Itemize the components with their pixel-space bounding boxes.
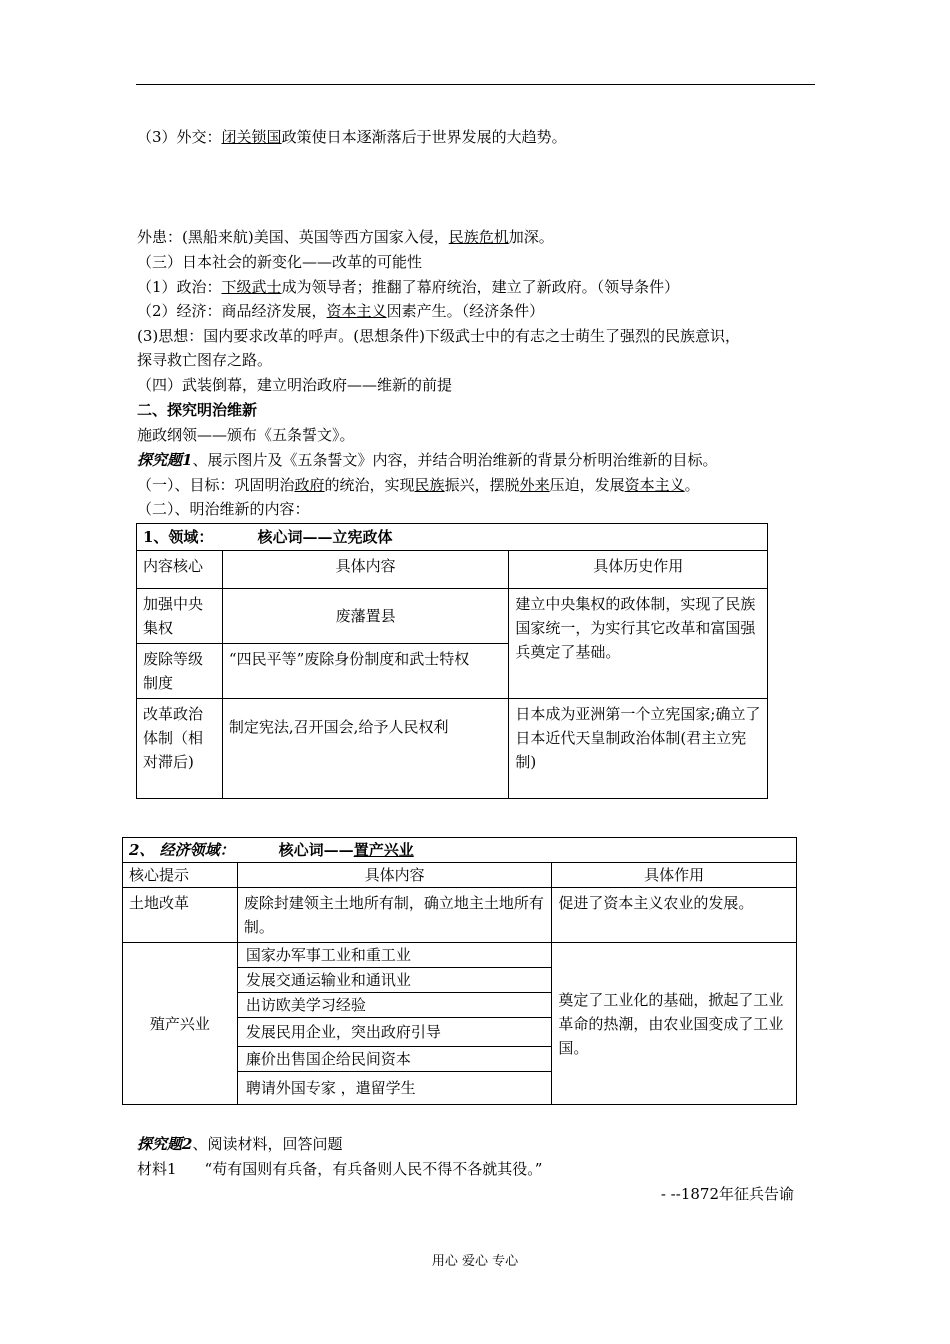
table2-header-core: 核心提示	[123, 863, 238, 888]
table1-row2-core: 废除等级制度	[137, 644, 223, 699]
list-item: 聘请外国专家 ，遣留学生	[245, 1079, 416, 1097]
text-line-economy: （2）经济：商品经济发展，资本主义因素产生。（经济条件）	[137, 302, 545, 320]
list-item: 发展民用企业，突出政府引导	[238, 1018, 552, 1047]
table1-row1-core: 加强中央集权	[137, 589, 223, 644]
table2-row1-content: 废除封建领主土地所有制，确立地主土地所有制。	[237, 888, 552, 943]
text-line-material-1: 材料1 “苟有国则有兵备，有兵备则人民不得不各就其役。”	[137, 1160, 543, 1178]
table2-header-content: 具体内容	[237, 863, 552, 888]
text-line-politics: （1）政治：下级武士成为领导者；推翻了幕府统治，建立了新政府。（领导条件）	[137, 278, 680, 296]
material-1-source: - --1872年征兵告谕	[660, 1185, 794, 1203]
page-footer: 用心 爱心 专心	[431, 1254, 519, 1269]
table1-header-content: 具体内容	[222, 551, 509, 589]
text-line-question-1: 探究题1、展示图片及《五条誓文》内容，并结合明治维新的背景分析明治维新的目标。	[137, 451, 718, 469]
table1-row3-content: 制定宪法,召开国会,给予人民权利	[222, 699, 509, 799]
table1-row1-content: 废藩置县	[222, 589, 509, 644]
table1-row1-effect: 建立中央集权的政体制，实现了民族国家统一，为实行其它改革和富国强兵奠定了基础。	[509, 589, 768, 699]
table2-row1-effect: 促进了资本主义农业的发展。	[552, 888, 797, 943]
text-line-section-3: （三）日本社会的新变化——改革的可能性	[137, 253, 423, 271]
list-item: 廉价出售国企给民间资本	[238, 1047, 552, 1072]
table2-row2-effect: 奠定了工业化的基础，掀起了工业革命的热潮，由农业国变成了工业国。	[552, 943, 797, 1105]
text-line-thought: (3)思想：国内要求改革的呼声。(思想条件)下级武士中的有志之士萌生了强烈的民族意识，	[137, 327, 740, 345]
table1-header-core: 内容核心	[137, 551, 223, 589]
political-reform-table	[136, 523, 768, 799]
header-rule	[136, 84, 815, 85]
heading-explore-meiji: 二、探究明治维新	[137, 401, 258, 419]
text-line-content: （二）、明治维新的内容：	[137, 500, 310, 518]
text-line-program: 施政纲领——颁布《五条誓文》。	[137, 426, 355, 444]
text-line-question-2: 探究题2、阅读材料，回答问题	[137, 1135, 343, 1153]
text-line-section-4: （四）武装倒幕，建立明治政府——维新的前提	[137, 376, 453, 394]
text-line-foreign-threat: 外患：(黑船来航)美国、英国等西方国家入侵，民族危机加深。	[137, 228, 554, 246]
table1-header-effect: 具体历史作用	[509, 551, 768, 589]
table1-row2-content: “四民平等”废除身份制度和武士特权	[222, 644, 509, 699]
list-item: 出访欧美学习经验	[238, 993, 552, 1018]
table1-title: 1、领域： 核心词——立宪政体	[137, 524, 768, 551]
text-line-diplomacy: （3）外交：闭关锁国政策使日本逐渐落后于世界发展的大趋势。	[137, 128, 567, 146]
table2-header-effect: 具体作用	[552, 863, 797, 888]
table2-row1-core: 土地改革	[123, 888, 238, 943]
text-line-thought-cont: 探寻救亡图存之路。	[137, 351, 273, 369]
text-line-goal: （一）、目标：巩固明治政府的统治，实现民族振兴，摆脱外来压迫，发展资本主义。	[137, 476, 700, 494]
economic-reform-table	[122, 837, 797, 1105]
table2-row2-core: 殖产兴业	[123, 943, 238, 1105]
list-item: 发展交通运输业和通讯业	[238, 968, 552, 993]
table2-row2-content	[237, 943, 552, 1105]
table1-row3-core: 改革政治体制（相对滞后)	[137, 699, 223, 799]
table1-row3-effect: 日本成为亚洲第一个立宪国家;确立了日本近代天皇制政治体制(君主立宪制)	[509, 699, 768, 799]
list-item: 国家办军事工业和重工业	[238, 943, 552, 968]
table2-title: 2、 经济领域： 核心词——置产兴业	[123, 838, 797, 863]
